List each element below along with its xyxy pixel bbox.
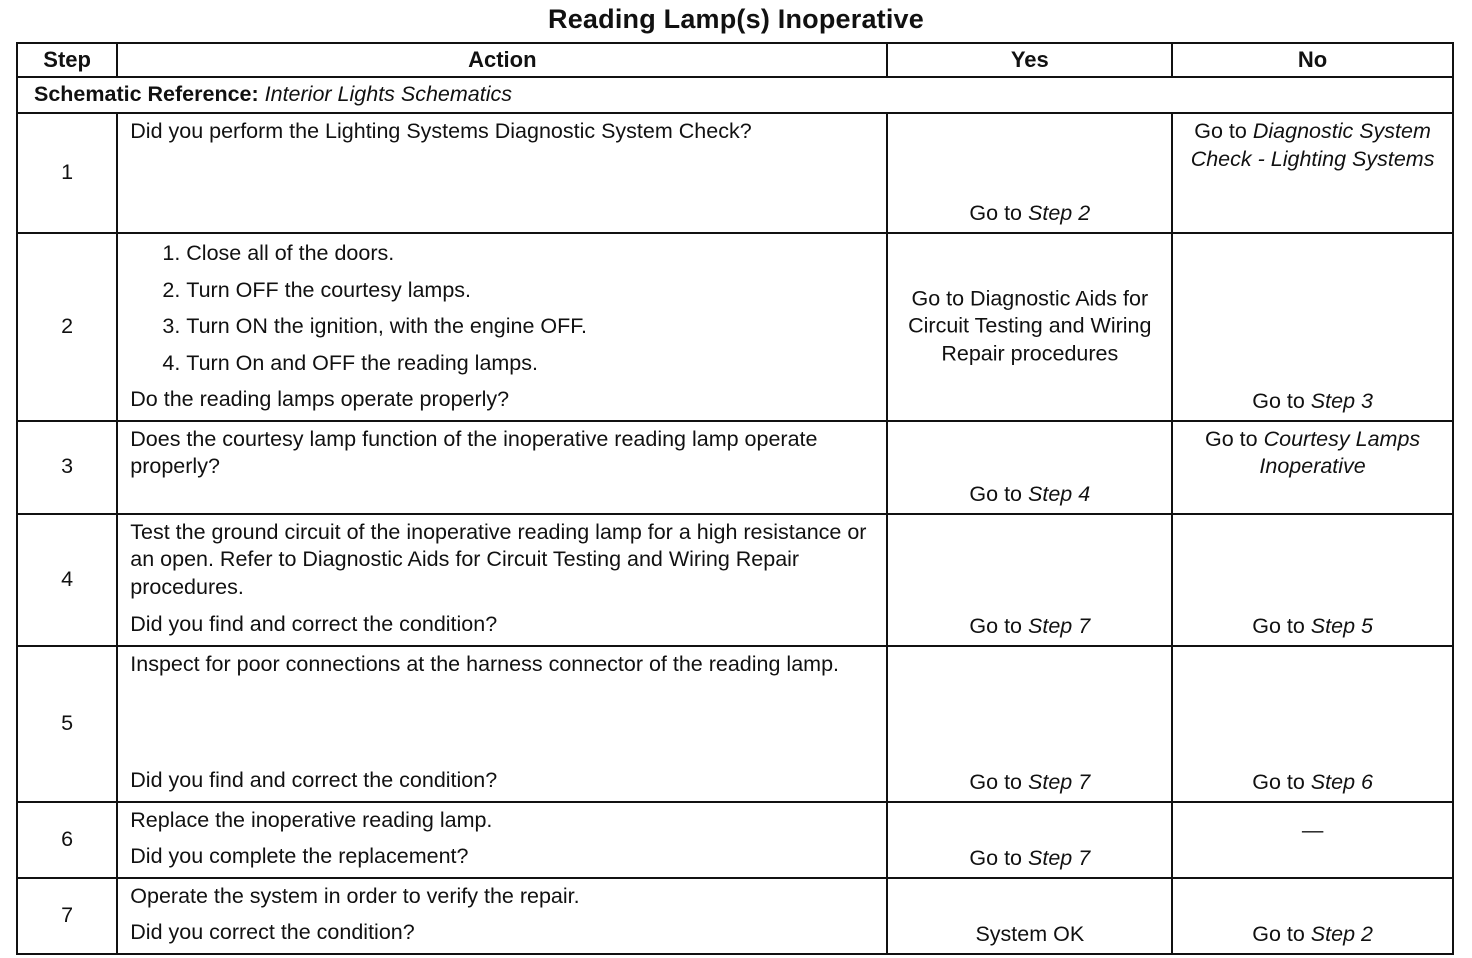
table-row <box>17 421 1453 514</box>
action-list <box>130 240 876 377</box>
yes-cell <box>887 878 1172 954</box>
no-link[interactable]: Step 3 <box>1310 389 1373 414</box>
action-text: Did you perform the Lighting Systems Diagnostic System Check? <box>130 119 752 143</box>
action-cell <box>117 802 887 878</box>
step-number: 4 <box>17 514 117 646</box>
no-result <box>1173 388 1452 416</box>
no-prefix: Go to <box>1252 770 1305 795</box>
no-cell <box>1172 646 1453 802</box>
step-number: 6 <box>17 802 117 878</box>
action-cell <box>117 646 887 802</box>
no-result <box>1173 921 1452 949</box>
schematic-label: Schematic Reference: <box>34 82 259 107</box>
list-item: 1. Close all of the doors. <box>186 240 876 268</box>
yes-cell <box>887 113 1172 233</box>
no-cell <box>1172 113 1453 233</box>
no-cell <box>1172 878 1453 954</box>
yes-cell <box>887 802 1172 878</box>
no-cell <box>1172 233 1453 421</box>
header-row <box>17 43 1453 77</box>
table-row <box>17 802 1453 878</box>
header-step: Step <box>17 43 117 77</box>
table-row <box>17 514 1453 646</box>
table-row <box>17 233 1453 421</box>
diagnostic-table <box>16 42 1454 955</box>
table-row <box>17 113 1453 233</box>
header-yes: Yes <box>887 43 1172 77</box>
yes-cell <box>887 646 1172 802</box>
action-text: Does the courtesy lamp function of the inoperative reading lamp operate properly? <box>130 426 818 479</box>
yes-result <box>888 845 1171 873</box>
no-result: — <box>1301 817 1324 842</box>
table-row <box>17 878 1453 954</box>
no-cell <box>1172 514 1453 646</box>
yes-result <box>888 613 1171 641</box>
yes-prefix: Go to <box>969 614 1023 639</box>
action-question: Did you correct the condition? <box>130 920 415 945</box>
no-link[interactable]: Courtesy Lamps Inoperative <box>1259 426 1421 479</box>
action-question: Did you complete the replacement? <box>130 844 469 869</box>
header-action: Action <box>117 43 887 77</box>
no-cell <box>1172 802 1453 878</box>
schematic-ref: Interior Lights Schematics <box>264 82 513 107</box>
action-text: Replace the inoperative reading lamp. <box>130 807 493 832</box>
list-item: 4. Turn On and OFF the reading lamps. <box>186 350 876 378</box>
yes-prefix: Go to <box>969 482 1023 507</box>
no-prefix: Go to <box>1194 119 1247 143</box>
schematic-row <box>17 77 1453 113</box>
action-question: Did you find and correct the condition? <box>130 612 498 637</box>
action-question: Do the reading lamps operate properly? <box>130 387 510 412</box>
yes-result[interactable]: Go to Diagnostic Aids for Circuit Testing and Wiring Repair procedures <box>908 286 1152 366</box>
yes-result <box>888 481 1171 509</box>
yes-link[interactable]: Step 2 <box>1028 201 1091 226</box>
header-no: No <box>1172 43 1453 77</box>
action-cell <box>117 233 887 421</box>
step-number: 2 <box>17 233 117 421</box>
no-result <box>1173 613 1452 641</box>
step-number: 1 <box>17 113 117 233</box>
yes-prefix: Go to <box>969 770 1023 795</box>
action-text: Test the ground circuit of the inoperative reading lamp for a high resistance or an open. Refer to Diagnostic Aids for Circuit Testing and Wiring Repair procedures. <box>130 519 867 599</box>
no-cell <box>1172 421 1453 514</box>
step-number: 7 <box>17 878 117 954</box>
no-link[interactable]: Step 5 <box>1310 614 1373 639</box>
no-result <box>1173 114 1452 173</box>
yes-cell <box>887 514 1172 646</box>
no-link[interactable]: Step 6 <box>1310 770 1373 795</box>
yes-cell <box>887 421 1172 514</box>
no-prefix: Go to <box>1252 389 1305 414</box>
action-cell <box>117 878 887 954</box>
no-prefix: Go to <box>1252 614 1305 639</box>
yes-result[interactable]: System OK <box>975 922 1085 947</box>
yes-result <box>888 200 1171 228</box>
no-link[interactable]: Step 2 <box>1310 922 1373 947</box>
yes-cell <box>887 233 1172 421</box>
table-row <box>17 646 1453 802</box>
action-text: Operate the system in order to verify the repair. <box>130 883 580 908</box>
yes-prefix: Go to <box>969 846 1023 871</box>
action-cell <box>117 113 887 233</box>
yes-link[interactable]: Step 7 <box>1028 614 1091 639</box>
no-result <box>1173 769 1452 797</box>
yes-prefix: Go to <box>969 201 1023 226</box>
action-cell <box>117 514 887 646</box>
no-prefix: Go to <box>1205 426 1258 451</box>
schematic-reference <box>17 77 1453 113</box>
action-cell <box>117 421 887 514</box>
action-question: Did you find and correct the condition? <box>130 768 498 793</box>
no-result <box>1173 422 1452 481</box>
action-text: Inspect for poor connections at the harness connector of the reading lamp. <box>130 651 839 676</box>
page-title: Reading Lamp(s) Inoperative <box>548 4 924 34</box>
yes-link[interactable]: Step 7 <box>1028 846 1091 871</box>
list-item: 3. Turn ON the ignition, with the engine OFF. <box>186 313 876 341</box>
no-prefix: Go to <box>1252 922 1305 947</box>
list-item: 2. Turn OFF the courtesy lamps. <box>186 277 876 305</box>
yes-link[interactable]: Step 4 <box>1028 482 1091 507</box>
no-link[interactable]: Diagnostic System Check - Lighting Systems <box>1190 119 1435 171</box>
yes-link[interactable]: Step 7 <box>1028 770 1091 795</box>
yes-result <box>888 769 1171 797</box>
step-number: 5 <box>17 646 117 802</box>
step-number: 3 <box>17 421 117 514</box>
